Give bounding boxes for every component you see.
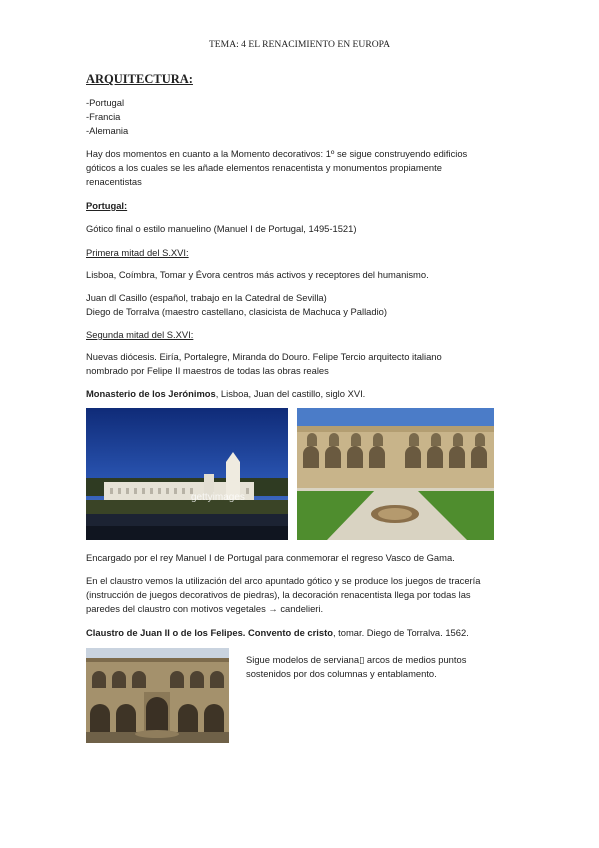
second-half-line: Nuevas diócesis. Eiría, Portalegre, Miranda do Douro. Felipe Tercio arquitecto italiano xyxy=(86,351,442,362)
country-list-item: -Francia xyxy=(86,111,121,122)
second-half-line: nombrado por Felipe II maestros de todas las obras reales xyxy=(86,365,329,376)
jeronimos-title-bold: Monasterio de los Jerónimos xyxy=(86,388,216,399)
page-header: TEMA: 4 EL RENACIMIENTO EN EUROPA xyxy=(208,39,391,50)
country-list-item: -Portugal xyxy=(86,97,125,108)
intro-line: góticos a los cuales se les añade elementos renacentista y monumentos propiamente xyxy=(86,162,442,173)
cloister-line: En el claustro vemos la utilización del arco apuntado gótico y se produce los juegos de tracería xyxy=(86,575,481,586)
watermark-text: gettyimages xyxy=(191,492,245,503)
monastery-exterior-image xyxy=(86,408,288,540)
intro-line: Hay dos momentos en cuanto a la Momento decorativos: 1º se sigue construyendo edificios xyxy=(86,148,468,159)
architect-line: Juan dl Casillo (español, trabajo en la Catedral de Sevilla) xyxy=(86,292,327,303)
section-heading: ARQUITECTURA: xyxy=(86,72,193,86)
portugal-heading: Portugal: xyxy=(86,200,128,211)
gothic-text: Gótico final o estilo manuelino (Manuel I de Portugal, 1495-1521) xyxy=(86,223,357,234)
felipes-title xyxy=(86,626,469,640)
country-list-item: -Alemania xyxy=(86,125,129,136)
cloister-line: (instrucción de juegos decorativos de piedras), la decoración renacentista llega por todas las xyxy=(86,589,471,600)
felipes-title-bold: Claustro de Juan II o de los Felipes. Convento de cristo xyxy=(86,627,333,638)
architect-line: Diego de Torralva (maestro castellano, clasicista de Machuca y Palladio) xyxy=(86,306,388,317)
jeronimos-title-rest: , Lisboa, Juan del castillo, siglo XVI. xyxy=(215,388,366,399)
first-half-text: Lisboa, Coímbra, Tomar y Évora centros más activos y receptores del humanismo. xyxy=(86,269,429,280)
cloister-line: paredes del claustro con motivos vegetales → candelieri. xyxy=(86,603,324,614)
commission-text: Encargado por el rey Manuel I de Portugal para conmemorar el regreso Vasco de Gama. xyxy=(86,552,455,563)
felipes-cloister-image xyxy=(86,648,229,743)
second-half-heading: Segunda mitad del S.XVI: xyxy=(86,329,194,340)
felipes-title-rest: , tomar. Diego de Torralva. 1562. xyxy=(332,627,469,638)
felipes-desc-line: Sigue modelos de serviana▯ arcos de medios puntos xyxy=(246,654,467,665)
first-half-heading: Primera mitad del S.XVI: xyxy=(86,247,189,258)
monastery-cloister-image xyxy=(297,408,494,540)
felipes-desc-line: sostenidos por dos columnas y entablamento. xyxy=(246,668,437,679)
jeronimos-title xyxy=(86,387,365,401)
intro-line: renacentistas xyxy=(86,176,142,187)
